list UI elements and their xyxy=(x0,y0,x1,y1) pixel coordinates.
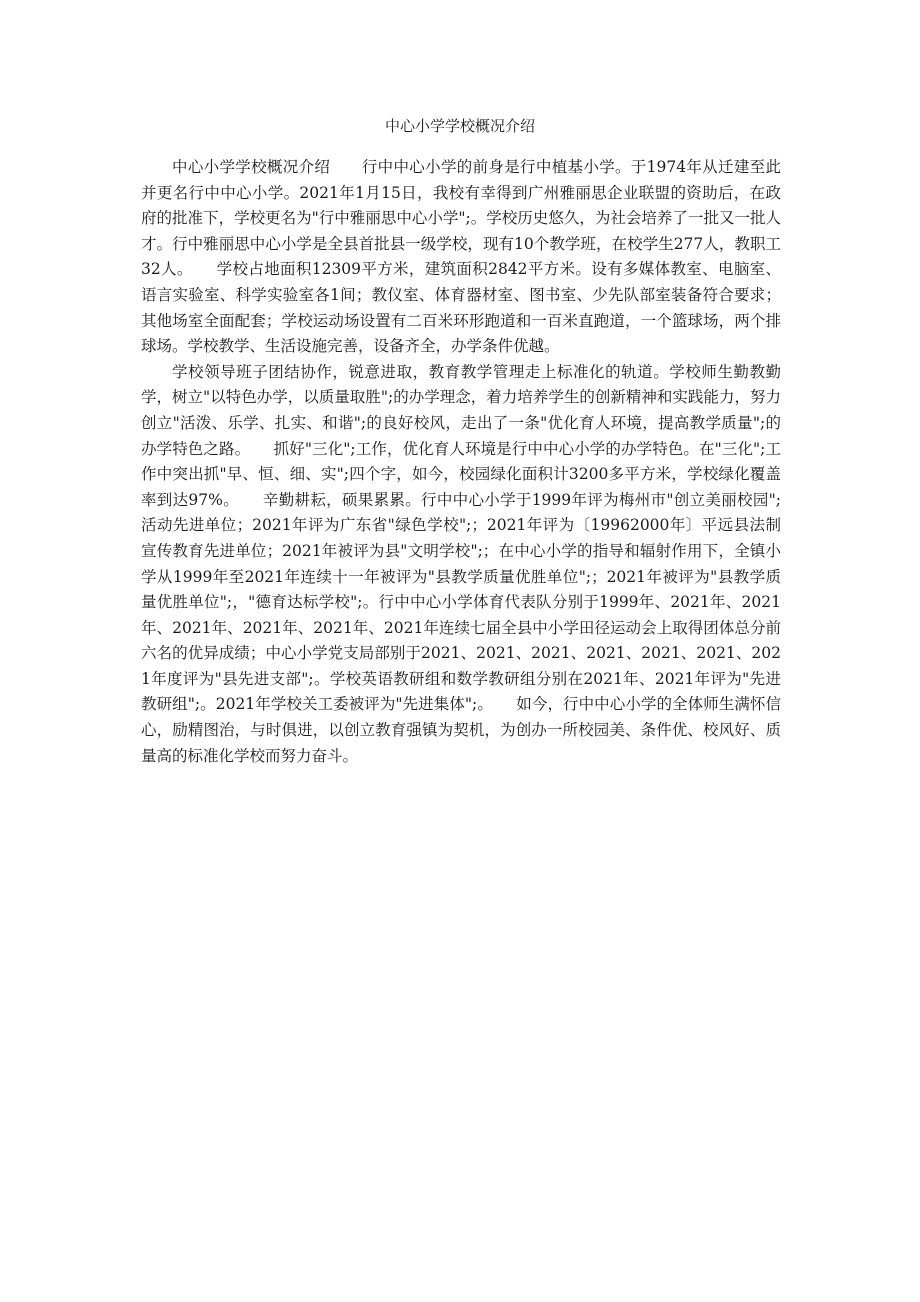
document-body xyxy=(141,155,781,769)
document-title: 中心小学学校概况介绍 xyxy=(384,117,535,135)
paragraph-2: 学校领导班子团结协作，锐意进取，教育教学管理走上标准化的轨道。学校师生勤教勤学，树立"以特色办学，以质量取胜";的办学理念，着力培养学生的创新精神和实践能力，努力创立"活泼、乐学、扎实、和谐";的良好校风，走出了一条"优化育人环境，提高教学质量";的办学特色之路。 抓好"三化";工作，优化育人环境是行中中心小学的办学特色。在"三化";工作中突出抓"早、恒、细、实";四个字，如今，校园绿化面积计3200多平方米，学校绿化覆盖率到达97%。 辛勤耕耘，硕果累累。行中中心小学于1999年评为梅州市"创立美丽校园";活动先进单位；2021年评为广东省"绿色学校";；2021年评为〔19962000年〕平远县法制宣传教育先进单位；2021年被评为县"文明学校";；在中心小学的指导和辐射作用下，全镇小学从1999年至2021年连续十一年被评为"县教学质量优胜单位";；2021年被评为"县教学质量优胜单位";，"德育达标学校";。行中中心小学体育代表队分别于1999年、2021年、2021年、2021年、2021年、2021年、2021年连续七届全县中小学田径运动会上取得团体总分前六名的优异成绩；中心小学党支局部别于2021、2021、2021、2021、2021、2021、2021年度评为"县先进支部";。学校英语教研组和数学教研组分别在2021年、2021年评为"先进教研组";。2021年学校关工委被评为"先进集体";。 如今，行中中心小学的全体师生满怀信心，励精图治，与时俱进，以创立教育强镇为契机，为创办一所校园美、条件优、校风好、质量高的标准化学校而努力奋斗。 xyxy=(141,362,781,765)
paragraph-1: 中心小学学校概况介绍 行中中心小学的前身是行中植基小学。于1974年从迁建至此并更名行中中心小学。2021年1月15日，我校有幸得到广州雅丽思企业联盟的资助后，在政府的批准下，学校更名为"行中雅丽思中心小学";。学校历史悠久，为社会培养了一批又一批人才。行中雅丽思中心小学是全县首批县一级学校，现有10个教学班，在校学生277人，教职工32人。 学校占地面积12309平方米，建筑面积2842平方米。设有多媒体教室、电脑室、语言实验室、科学实验室各1间；教仪室、体育器材室、图书室、少先队部室装备符合要求；其他场室全面配套；学校运动场设置有二百米环形跑道和一百米直跑道，一个篮球场，两个排球场。学校教学、生活设施完善，设备齐全，办学条件优越。 xyxy=(141,158,781,356)
